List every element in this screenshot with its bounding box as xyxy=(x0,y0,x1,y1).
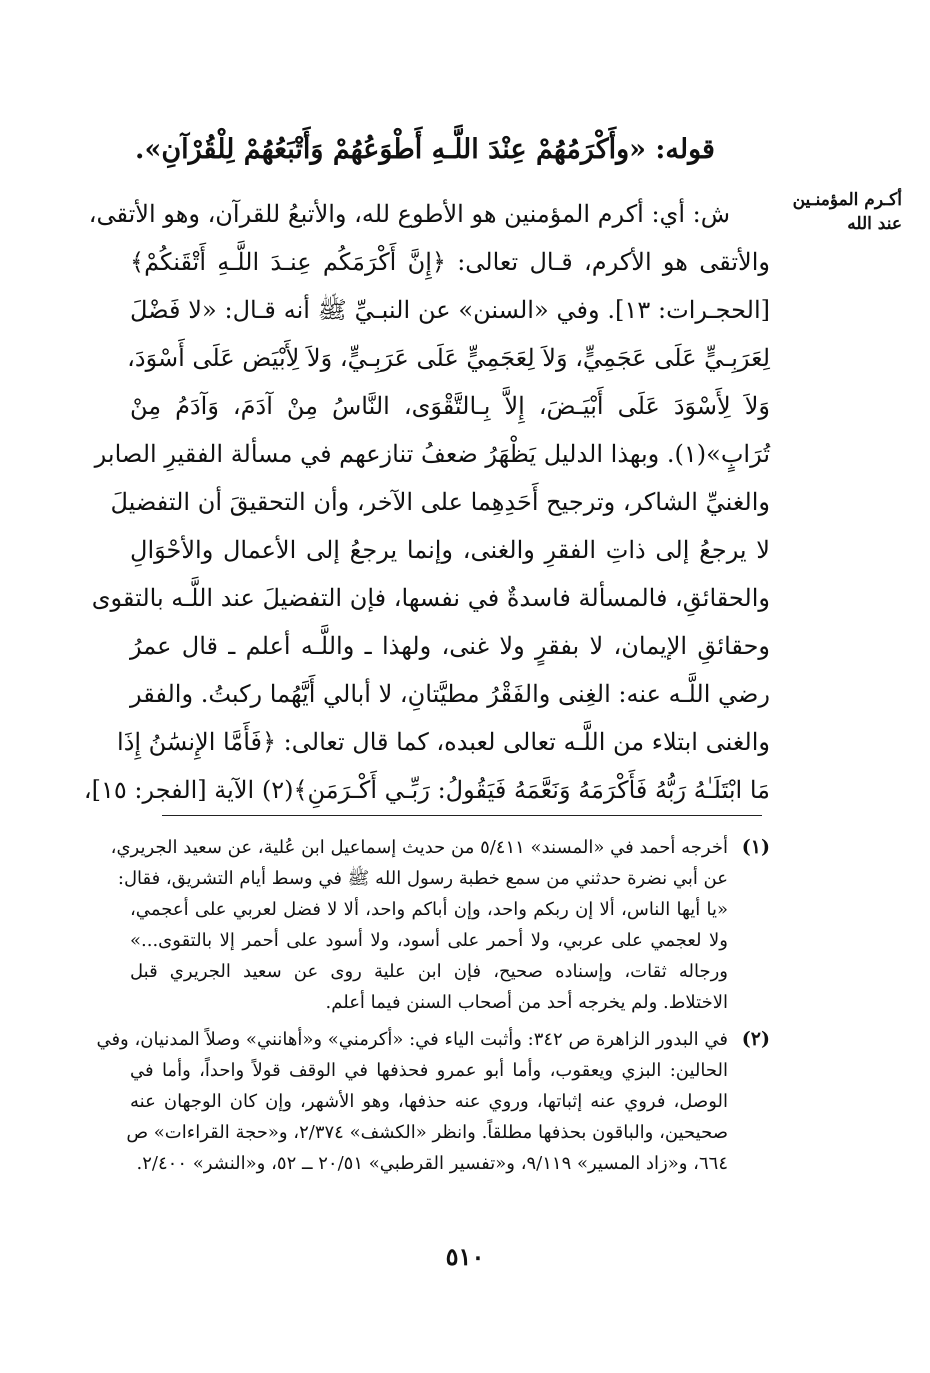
footnote-number: (١) xyxy=(741,836,770,858)
text-line: [الحجـرات: ١٣]. وفي «السنن» عن النبـيِّ ﷺ أنه قـال: «لا فَضْلَ xyxy=(130,296,770,324)
footnote xyxy=(110,832,770,1018)
text-line: ش: أي: أكرم المؤمنين هو الأطوع لله، والأتبعُ للقرآن، وهو الأتقى، xyxy=(88,200,730,228)
footnote-line: الحالين: البزي ويعقوب، وأما أبو عمرو فحذفها في الوقف قولاً واحداً، وأما في xyxy=(130,1060,728,1081)
footnote-line: أخرجه أحمد في «المسند» ٥/٤١١ من حديث إسماعيل ابن عُلية، عن سعيد الجريري، xyxy=(110,837,728,858)
margin-note-line: عند الله xyxy=(847,214,902,234)
margin-note xyxy=(762,188,902,236)
section-heading: قوله: «وأَكْرَمُهُمْ عِنْدَ اللَّـهِ أَطْوَعُهُمْ وَأَتْبَعُهُمْ لِلْقُرْآنِ». xyxy=(135,134,715,165)
text-line: وَلاَ لِأَسْوَدَ عَلَى أَبْيَـضَ، إِلاَّ بِـالتَّقْوَى، النَّاسُ مِنْ آدَمَ، وَآدَمُ مِنْ xyxy=(130,392,770,420)
text-line: وحقائقِ الإيمان، لا بفقرٍ ولا غنى، ولهذا ـ واللَّـه أعلم ـ قال عمرُ xyxy=(130,632,770,660)
text-line: رضي اللَّـه عنه: الغِنى والفَقْرُ مطيَّتانِ، لا أبالي أَيَّهُما ركبتُ. والفقر xyxy=(129,680,770,708)
text-line: لا يرجعُ إلى ذاتِ الفقرِ والغنى، وإنما يرجعُ إلى الأعمال والأحْوَالِ xyxy=(130,536,770,564)
footnote xyxy=(96,1024,770,1179)
footnote-line: ورجاله ثقات، وإسناده صحيح، فإن ابن علية روى عن سعيد الجريري قبل xyxy=(130,961,728,982)
text-line: مَا ابْتَلَـٰهُ رَبُّهُ فَأَكْرَمَهُ وَنَعَّمَهُ فَيَقُولُ: رَبِّـي أَكْـرَمَنِ﴾(٢) الآية [الفجر: ١٥]، xyxy=(83,776,770,804)
footnote-line: الاختلاط. ولم يخرجه أحد من أصحاب السنن فيما أعلم. xyxy=(325,992,728,1013)
text-line: والغنيِّ الشاكر، وترجيح أَحَدِهِما على الآخر، وأن التحقيقَ أن التفضيلَ xyxy=(110,488,770,516)
text-line: لِعَرَبِـيٍّ عَلَى عَجَمِيٍّ، وَلاَ لِعَجَمِيٍّ عَلَى عَرَبِـيٍّ، وَلاَ لِأَبْيَض عَلَى أَسْوَدَ، xyxy=(127,344,770,372)
text-line: والغنى ابتلاء من اللَّـه تعالى لعبده، كما قال تعالى: ﴿فَأَمَّا الإِنسَٰنُ إِذَا xyxy=(117,728,770,756)
footnote-line: صحيحين، والباقون بحذفها مطلقاً. وانظر «الكشف» ٢/٣٧٤، و«حجة القراءات» ص xyxy=(126,1122,728,1143)
text-line: تُرَابٍ»(١). وبهذا الدليل يَظْهَرُ ضعفُ تنازعهم في مسألة الفقيرِ الصابر xyxy=(94,440,770,468)
footnote-line: في البدور الزاهرة ص ٣٤٢: وأثبت الياء في: «أكرمني» و«أهانني» وصلاً المدنيان، وفي xyxy=(96,1029,728,1050)
footnote-line: ولا لعجمي على عربي، ولا أحمر على أسود، ولا أسود على أحمر إلا بالتقوى...» xyxy=(130,930,728,951)
text-line: والحقائقِ، فالمسألة فاسدةٌ في نفسها، فإن التفضيلَ عند اللَّـه بالتقوى xyxy=(91,584,770,612)
margin-note-line: أكـرم المؤمنـين xyxy=(792,190,902,210)
footnote-line: «يا أيها الناس، ألا إن ربكم واحد، وإن أباكم واحد، ألا لا فضل لعربي على أعجمي، xyxy=(130,899,728,920)
text-line: والأتقى هو الأكرم، قـال تعالى: ﴿إِنَّ أَكْرَمَكُم عِنـدَ اللَّـهِ أَتْقَنكُمْ﴾ xyxy=(130,248,770,276)
footnote-separator xyxy=(162,815,762,816)
footnote-line: ٦٦٤، و«زاد المسير» ٩/١١٩، و«تفسير القرطبي» ٢٠/٥١ ــ ٥٢، و«النشر» ٢/٤٠٠. xyxy=(136,1153,728,1174)
footnote-line: عن أبي نضرة حدثني من سمع خطبة رسول الله ﷺ في وسط أيام التشريق، فقال: xyxy=(117,868,728,889)
footnote-number: (٢) xyxy=(741,1028,770,1050)
footnotes xyxy=(96,832,770,1185)
footnote-line: الوصل، فروي عنه إثباتها، وروي عنه حذفها، وهو الأشهر، وإن كان الوجهان عنه xyxy=(130,1091,728,1112)
main-text xyxy=(83,190,770,814)
page-number: ٥١٠ xyxy=(445,1242,485,1271)
